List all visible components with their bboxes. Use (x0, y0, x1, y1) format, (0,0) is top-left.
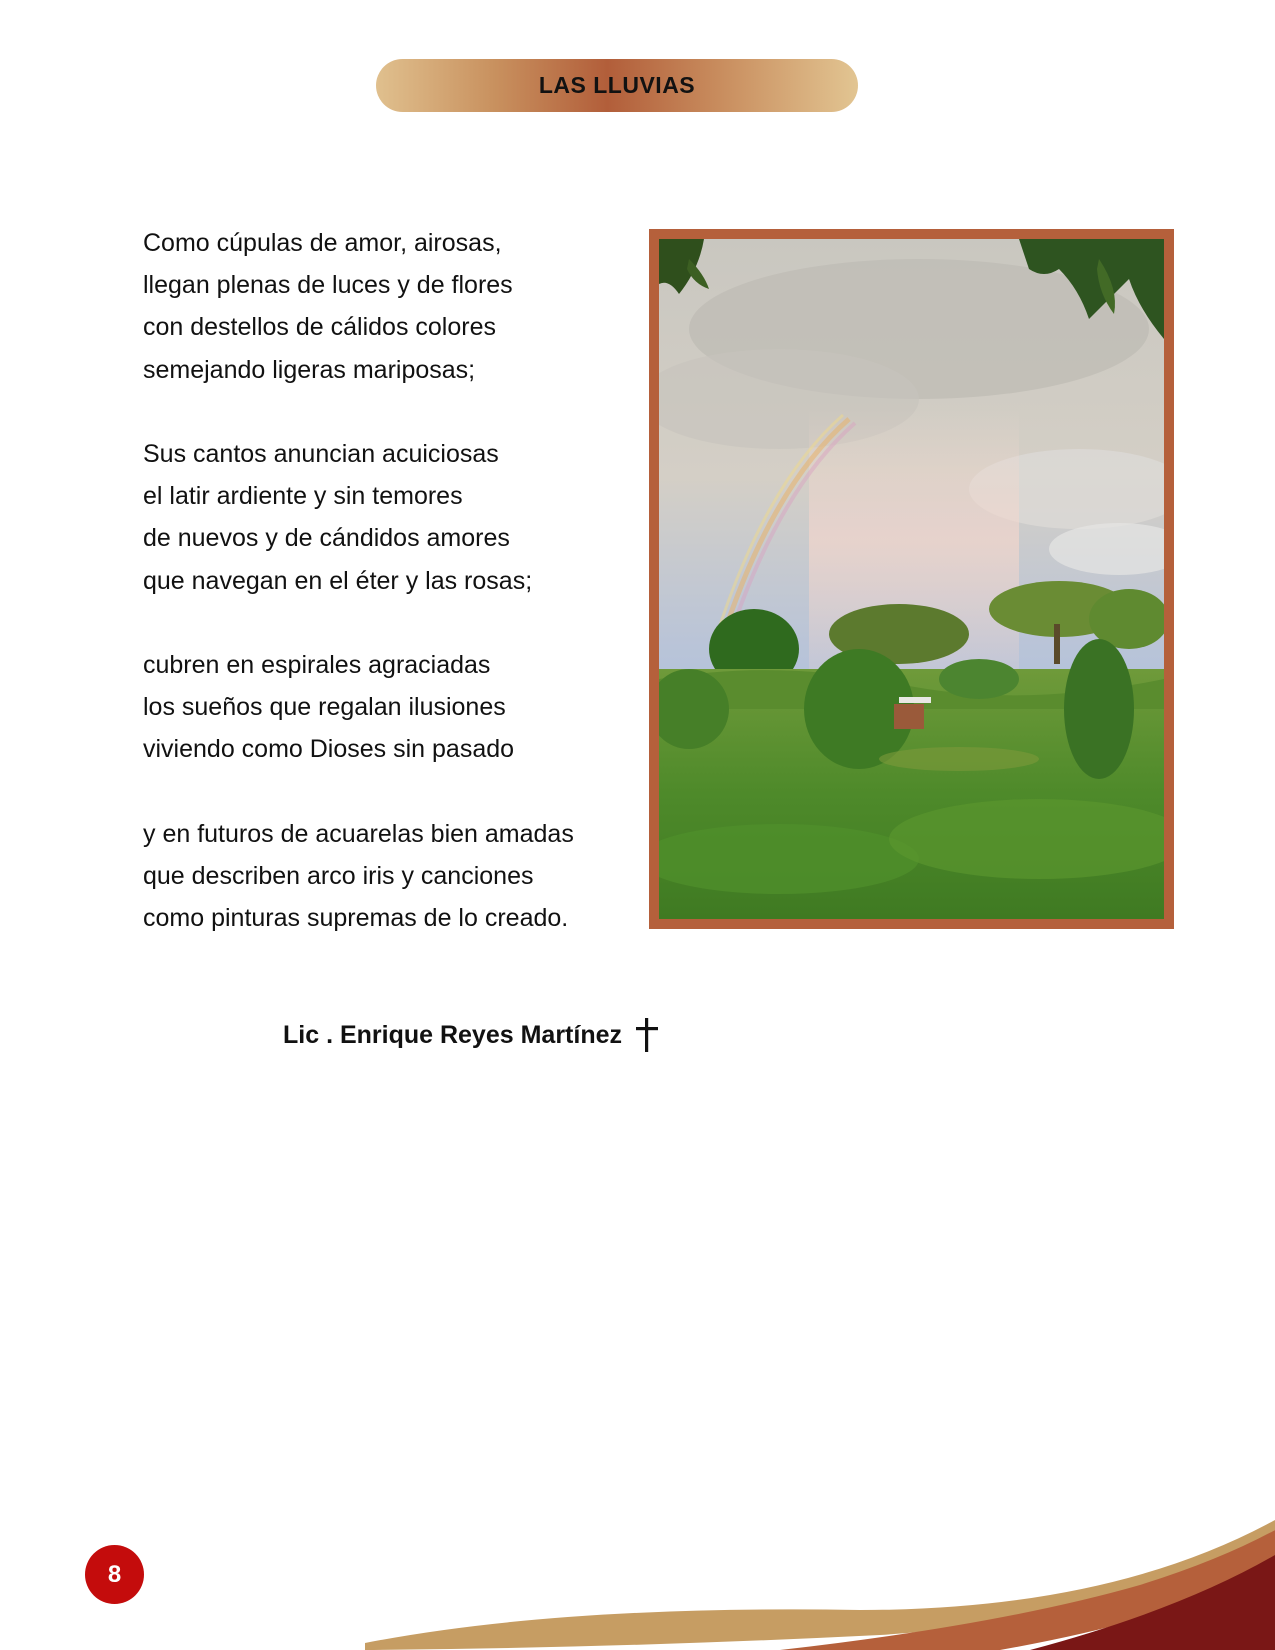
poem-line: Como cúpulas de amor, airosas, (143, 229, 502, 257)
landscape-photo-frame (649, 229, 1174, 929)
poem-line: el latir ardiente y sin temores (143, 482, 463, 511)
stanza-2 (143, 433, 643, 602)
poem-line: cubren en espirales agraciadas (143, 651, 491, 679)
page-title: LAS LLUVIAS (538, 72, 696, 98)
author-name: Lic . Enrique Reyes Martínez (283, 1020, 622, 1049)
poem-line: como pinturas supremas de lo creado. (143, 904, 569, 933)
stanza-3 (143, 644, 643, 771)
poem-line: semejando ligeras mariposas; (143, 355, 476, 384)
rainbow-landscape-photo (659, 239, 1164, 919)
poem-line: los sueños que regalan ilusiones (143, 693, 506, 722)
footer-swoosh-decoration (0, 1500, 1275, 1650)
latin-cross-icon (634, 1017, 660, 1053)
page-number: 8 (107, 1560, 122, 1588)
poem-line: Sus cantos anuncian acuiciosas (143, 440, 499, 468)
poem-line: que navegan en el éter y las rosas; (143, 566, 533, 595)
author-signature (283, 1017, 660, 1053)
stanza-4 (143, 813, 643, 940)
poem-line: llegan plenas de luces y de flores (143, 271, 513, 300)
stanza-1 (143, 222, 643, 391)
poem-line: y en futuros de acuarelas bien amadas (143, 819, 574, 848)
poem-line: que describen arco iris y canciones (143, 862, 534, 890)
poem-line: de nuevos y de cándidos amores (143, 524, 510, 553)
section-title-pill (376, 59, 858, 112)
poem (143, 222, 643, 939)
poem-line: viviendo como Dioses sin pasado (143, 735, 515, 764)
poem-line: con destellos de cálidos colores (143, 313, 496, 342)
